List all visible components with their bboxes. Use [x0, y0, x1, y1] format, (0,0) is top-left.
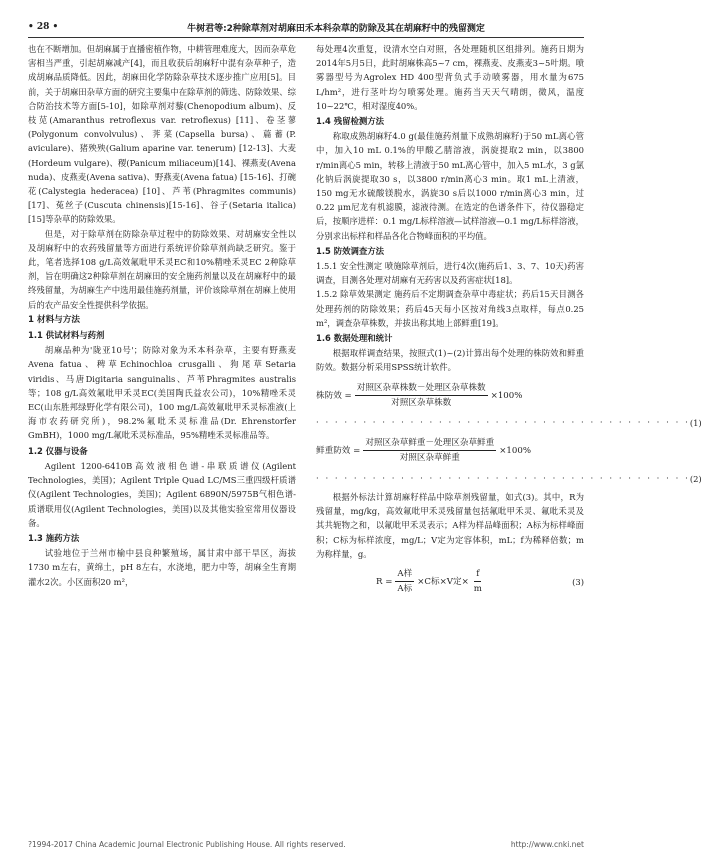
equation-tail: ×100% [499, 446, 532, 457]
denominator: 对照区杂草株数 [391, 397, 452, 408]
equation-f3 [316, 567, 584, 596]
fraction [472, 567, 484, 596]
header-rule [28, 37, 584, 38]
paragraph: 但是，对于除草剂在防除杂草过程中的防除效果、对胡麻安全性以及胡麻籽中的农药残留量等方面进行系统评价除草剂尚缺乏研究。鉴于此，笔者选择108 g/L高效氟吡甲禾灵EC和10%精唑禾灵EC 2种除草剂，旨在明确这2种除草剂在胡麻田的安全施药剂量以及在胡麻籽中的最终残留量，为胡麻生产中选用最佳施药剂量，评价该除草剂在胡麻上使用后的农产品安全性提供科学依据。 [28, 228, 296, 310]
equation-f1 [316, 381, 702, 431]
paragraph: 1.5.1 安全性测定 喷施除草剂后，进行4次(施药后1、3、7、10天)药害调查，目测各处理对胡麻有无药害以及药害症状[18]。 [316, 261, 584, 286]
numerator: 对照区杂草鲜重－处理区杂草鲜重 [363, 436, 496, 451]
right-column [316, 42, 702, 600]
paragraph: 胡麻品种为'陇亚10号'；防除对象为禾本科杂草，主要有野燕麦Avena fatua、稗草Echinochloa crusgalli、狗尾草Setaria viridis、马唐Digitaria sanguinalis、芦苇Phragmites australis等；108 g/L高效氟吡甲禾灵EC(美国陶氏益农公司)，10%精唑禾灵EC(山东胜邦绿野化学有限公司)，100 mg/L高效氟吡甲禾灵标准液(上海市农药研究所)，98.2%氟吡禾灵标准品(Dr. Ehrenstorfer GmBH)，1000 mg/L氟吡禾灵标准品，95%精唑禾灵标准品等。 [28, 345, 296, 441]
dot-leader: · · · · · · · · · · · · · · · · · · · · · · · · · · · · · · · · · · · · · · · · [316, 473, 690, 484]
equation-number: (3) [572, 576, 584, 587]
section-heading: 1 材料与方法 [28, 314, 80, 325]
page-header [28, 20, 584, 34]
left-column [28, 42, 296, 589]
denominator: A标 [397, 584, 413, 595]
numerator: A样 [395, 567, 414, 582]
equation-lhs: 鲜重防效 = [316, 446, 361, 457]
equation-mid: ×C标×V定× [417, 577, 469, 588]
denominator: m [473, 584, 482, 595]
page-number: • 28 • [28, 22, 59, 32]
equation-f2 [316, 436, 702, 486]
subsection-heading: 1.5 防效调查方法 [316, 245, 385, 256]
subsection-heading: 1.3 施药方法 [28, 532, 80, 543]
subsection-heading: 1.4 残留检测方法 [316, 116, 385, 127]
subsection-heading: 1.6 数据处理和统计 [316, 333, 393, 344]
fraction [363, 436, 496, 465]
subsection-heading: 1.2 仪器与设备 [28, 445, 88, 456]
copyright-text: ?1994-2017 China Academic Journal Electronic Publishing House. All rights reserved. [28, 840, 346, 849]
equation-number: (2) [689, 473, 702, 484]
equation-lhs: 株防效 = [316, 390, 352, 401]
running-title: 牛树君等:2种除草剂对胡麻田禾本科杂草的防除及其在胡麻籽中的残留测定 [187, 23, 485, 34]
equation-number: (1) [689, 418, 702, 429]
paragraph: Agilent 1200-6410B高效液相色谱-串联质谱仪(Agilent Technologies，美国)；Agilent Triple Quad LC/MS三重四级杆质谱仪(Agilent Technologies，美国)；Agilent 6890N/5975B气相色谱-质谱联用仪(Agilent Technologies，美国)以及其他实验室常用仪器设备。 [28, 460, 296, 528]
dot-leader: · · · · · · · · · · · · · · · · · · · · · · · · · · · · · · · · · · · · · · · · [316, 418, 690, 429]
paragraph: 也在不断增加。但胡麻属于直播密植作物，中耕管理难度大，因而杂草危害相当严重，引起胡麻减产[4]，而且收获后胡麻籽中混有杂草种子，造成胡麻品质降低。因此，胡麻田化学防除杂草技术逐步推广应用[5]。目前，关于胡麻田杂草方面的研究主要集中在除草剂的筛选、防除效果、综合防治技术等方面[5-10]，如除草剂对藜(Chenopodium album)、反枝苋(Amaranthus retroflexus var. retroflexus) [11]、卷茎蓼(Polygonum convolvulus)、荠菜(Capsella bursa)、萹蓄(P. aviculare)、猪殃殃(Galium aparine var. tenerum) [12-13]、大麦(Hordeum vulgare)、稷(Panicum miliaceum)[14]、裸燕麦(Avena nuda)、皮燕麦(Avena sativa)、野燕麦(Avena fatua) [15-16]、打碗花(Calystegia hederacea) [10]、芦苇(Phragmites communis)[17]、菟丝子(Cuscuta chinensis)[15-16]、谷子(Setaria italica)[15]等杂草的防除效果。 [28, 44, 296, 225]
fraction [395, 567, 414, 596]
page-footer [28, 840, 584, 849]
fraction [355, 381, 488, 410]
denominator: 对照区杂草鲜重 [399, 453, 460, 464]
equation-tail: ×100% [490, 390, 523, 401]
footer-link[interactable]: http://www.cnki.net [510, 840, 584, 849]
subsection-heading: 1.1 供试材料与药剂 [28, 330, 105, 341]
paragraph: 试验地位于兰州市榆中县良种繁殖场，属甘肃中部干旱区，海拔1730 m左右，黄绵土，pH 8左右，水浇地，肥力中等，胡麻全生育期灌水2次。小区面积20 m²， [28, 548, 296, 587]
paragraph: 每处理4次重复，设清水空白对照，各处理随机区组排列。施药日期为2014年5月5日，此时胡麻株高5~7 cm，裸燕麦、皮燕麦3~5叶期。喷雾器型号为Agrolex HD 400型背负式手动喷雾器，用水量为675 L/hm²，进行茎叶均匀喷雾处理。施药当天天气晴朗，微风，温度10~22℃，相对湿度40%。 [316, 44, 584, 111]
paragraph: 称取成熟胡麻籽4.0 g(最佳施药剂量下成熟胡麻籽)于50 mL离心管中，加入10 mL 0.1%的甲酸乙腈溶液，涡旋提取2 min，以3800 r/min离心5 min，转移上清液于50 mL离心管中，加入5 mL水，3 g氯化钠后涡旋提取30 s，以3800 r/min离心3 min。取1 mL上清液，150 mg无水硫酸镁脱水，涡旋30 s后以1000 r/min离心3 min，过0.22 μm尼龙有机滤膜，滤液待测。在选定的色谱条件下，待仪器稳定后，按顺序进样：0.1 mg/L标样溶液—试样溶液—0.1 mg/L标样溶液，分别求出标样和样品各化合物峰面积的平均值。 [316, 131, 584, 241]
paragraph: 1.5.2 除草效果测定 施药后不定期调查杂草中毒症状；药后15天目测各处理药剂的防除效果；药后45天每小区按对角线3点取样，每点0.25 m²，调查杂草株数，并拔出称其地上部鲜重[19]。 [316, 289, 584, 328]
numerator: 对照区杂草株数－处理区杂草株数 [355, 381, 488, 396]
paragraph: 根据外标法计算胡麻籽样品中除草剂残留量，如式(3)。其中，R为残留量，mg/kg，高效氟吡甲禾灵残留量包括氟吡甲禾灵、氟吡禾灵及其共轭物之和，以氟吡甲禾灵表示；A样为样品峰面积；A标为标样峰面积；C标为标样浓度，mg/L；V定为定容体积，mL；f为稀释倍数；m为称样量，g。 [316, 491, 584, 559]
paragraph: 根据取样调查结果，按照式(1)~(2)计算出每个处理的株防效和鲜重防效。数据分析采用SPSS统计软件。 [316, 348, 584, 373]
equation-lhs: R = [376, 577, 393, 588]
numerator: f [474, 567, 481, 582]
